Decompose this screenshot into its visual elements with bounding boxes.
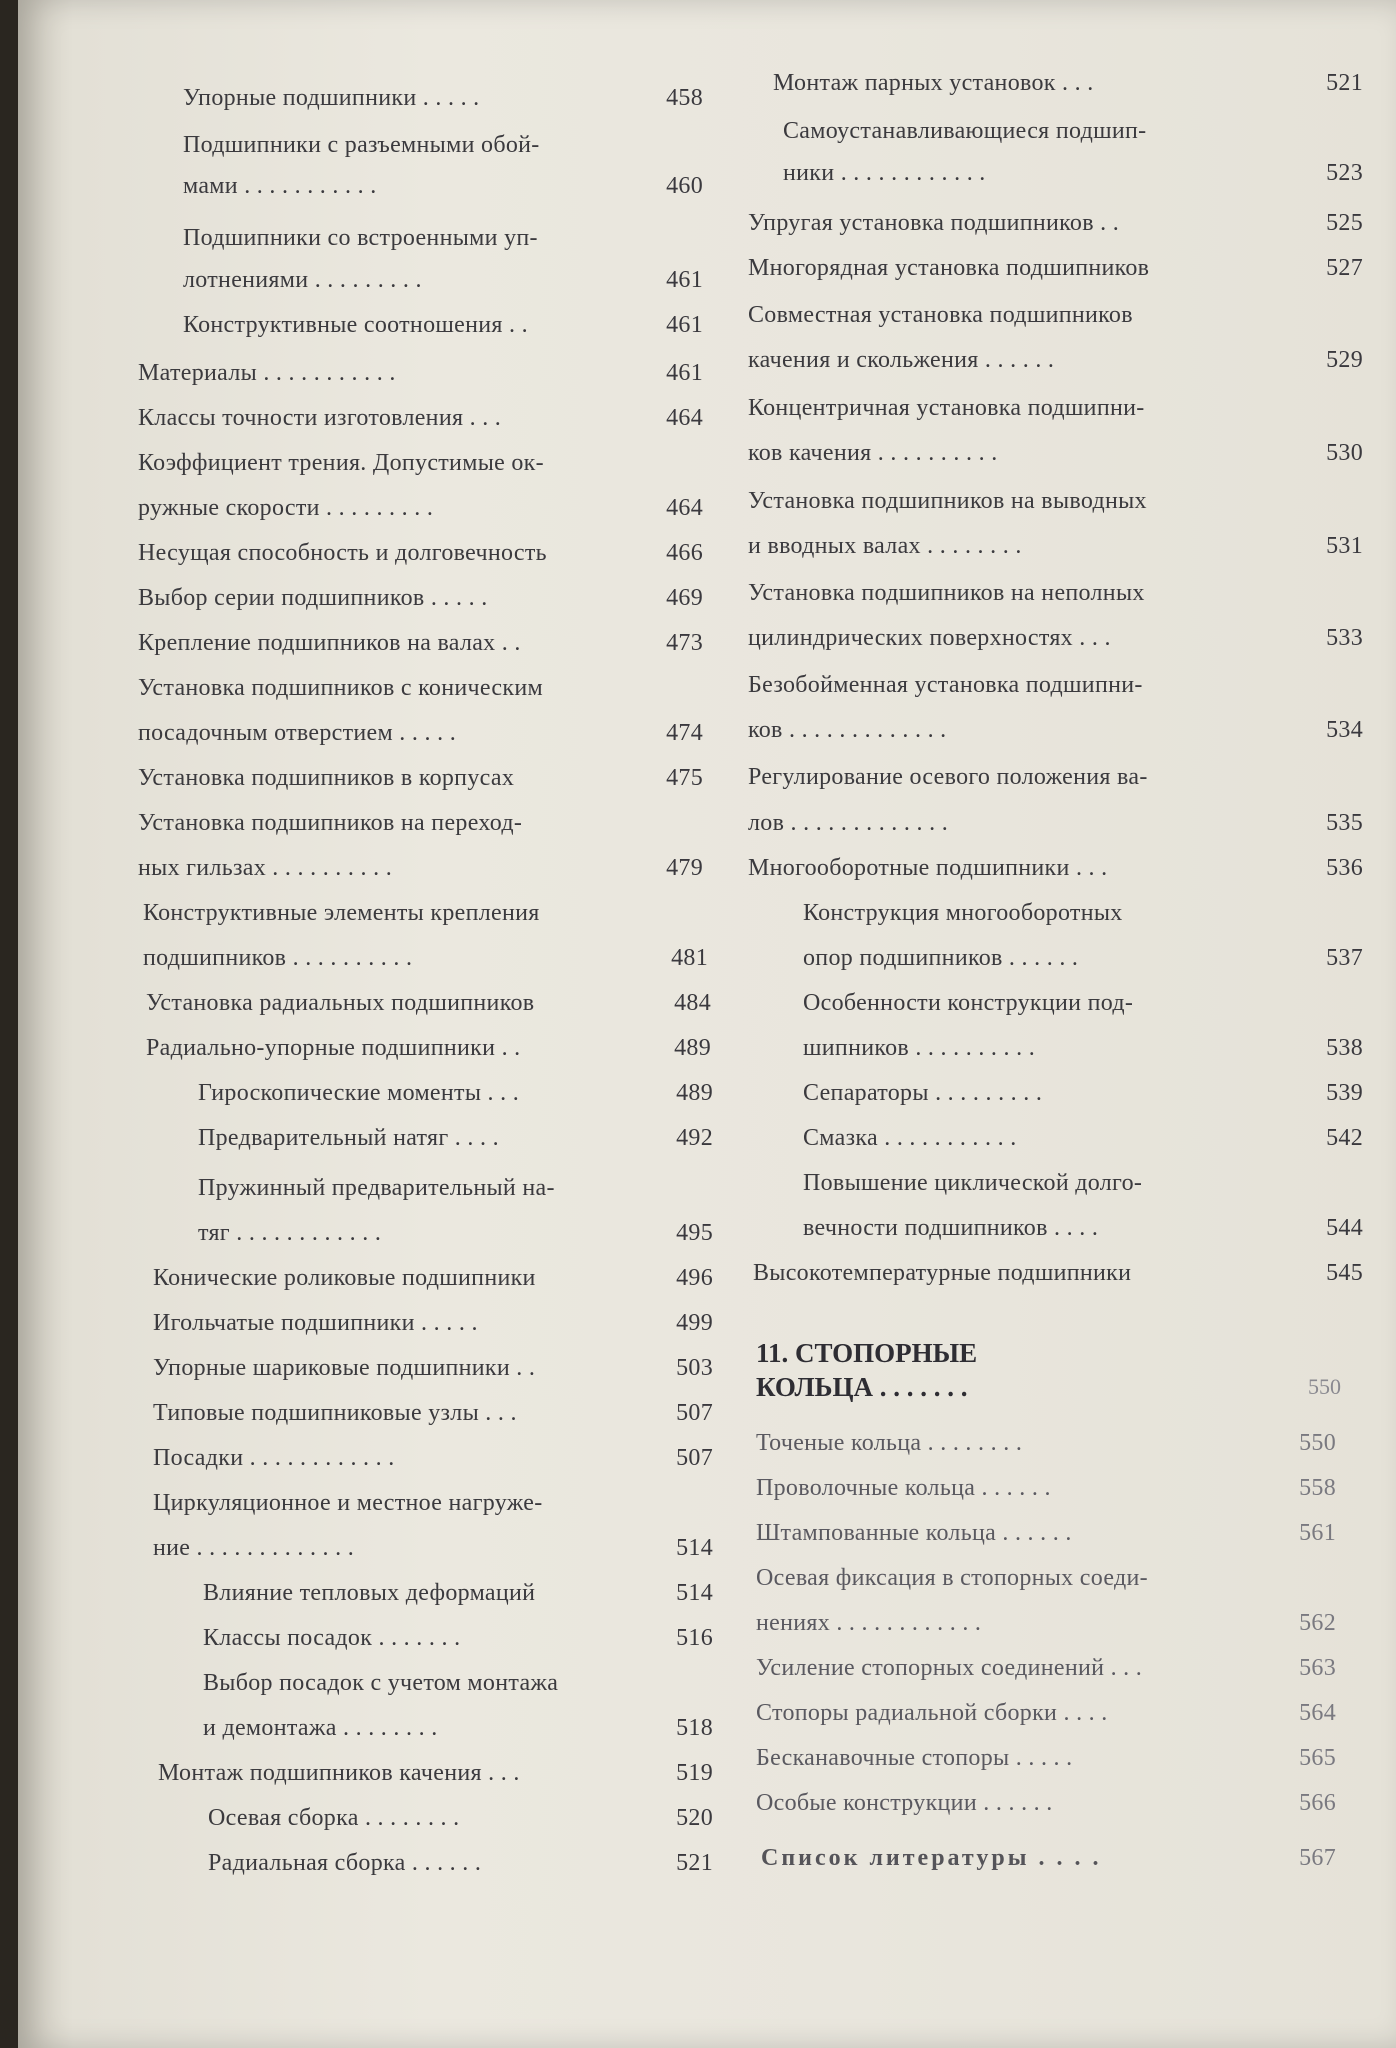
toc-entry: Проволочные кольца . . . . . . 558	[756, 1475, 1336, 1501]
toc-entry: Стопоры радиальной сборки . . . . 564	[756, 1700, 1336, 1726]
toc-entry: Многорядная установка подшипников 527	[748, 255, 1363, 281]
toc-entry: и вводных валах . . . . . . . . 531	[748, 533, 1363, 559]
toc-entry: Высокотемпературные подшипники 545	[753, 1260, 1363, 1286]
toc-entry: Установка подшипников на выводных	[748, 488, 1147, 514]
toc-entry: Игольчатые подшипники . . . . . 499	[153, 1310, 713, 1336]
toc-entry: подшипников . . . . . . . . . . 481	[143, 945, 708, 971]
toc-entry: Конические роликовые подшипники 496	[153, 1265, 713, 1291]
chapter-heading-line-2: КОЛЬЦА . . . . . . .	[756, 1372, 968, 1402]
toc-entry: ние . . . . . . . . . . . . . 514	[153, 1535, 713, 1561]
toc-entry: Циркуляционное и местное нагруже-	[153, 1490, 543, 1516]
toc-entry: Особые конструкции . . . . . . 566	[756, 1790, 1336, 1816]
toc-entry: нениях . . . . . . . . . . . . 562	[756, 1610, 1336, 1636]
toc-entry: Регулирование осевого положения ва-	[748, 764, 1148, 790]
toc-entry: Конструктивные соотношения . . 461	[183, 312, 703, 338]
toc-entry: Установка подшипников с коническим	[138, 675, 543, 701]
toc-entry: ники . . . . . . . . . . . . 523	[783, 160, 1363, 186]
toc-entry: тяг . . . . . . . . . . . . 495	[198, 1220, 713, 1246]
toc-entry: Штампованные кольца . . . . . . 561	[756, 1520, 1336, 1546]
toc-entry: Монтаж подшипников качения . . . 519	[158, 1760, 713, 1786]
toc-entry: качения и скольжения . . . . . . 529	[748, 347, 1363, 373]
toc-entry: Пружинный предварительный на-	[198, 1175, 555, 1201]
toc-entry: Материалы . . . . . . . . . . . 461	[138, 360, 703, 386]
toc-entry: Самоустанавливающиеся подшип-	[783, 118, 1147, 144]
toc-entry: Выбор серии подшипников . . . . . 469	[138, 585, 703, 611]
toc-entry: мами . . . . . . . . . . . 460	[183, 173, 703, 199]
toc-entry: Установка подшипников на переход-	[138, 810, 523, 836]
toc-entry: Многооборотные подшипники . . . 536	[748, 855, 1363, 881]
toc-entry: Установка подшипников на неполных	[748, 580, 1145, 606]
toc-entry: Коэффициент трения. Допустимые ок-	[138, 450, 544, 476]
toc-entry: Осевая сборка . . . . . . . . 520	[208, 1805, 713, 1831]
toc-entry: Предварительный натяг . . . . 492	[198, 1125, 713, 1151]
toc-entry: Конструктивные элементы крепления	[143, 900, 540, 926]
toc-entry: Упорные подшипники . . . . . 458	[183, 85, 703, 111]
toc-entry: Радиальная сборка . . . . . . 521	[208, 1850, 713, 1876]
toc-entry: Концентричная установка подшипни-	[748, 395, 1145, 421]
toc-entry: Особенности конструкции под-	[803, 990, 1134, 1016]
toc-entry: ков . . . . . . . . . . . . . 534	[748, 717, 1363, 743]
bibliography-entry: Список литературы . . . . 567	[761, 1845, 1336, 1871]
toc-entry: Безобойменная установка подшипни-	[748, 672, 1143, 698]
toc-entry: Сепараторы . . . . . . . . . 539	[803, 1080, 1363, 1106]
toc-entry: Подшипники со встроенными уп-	[183, 225, 538, 251]
toc-entry: Выбор посадок с учетом монтажа	[203, 1670, 559, 1696]
toc-entry: посадочным отверстием . . . . . 474	[138, 720, 703, 746]
book-page	[18, 0, 1396, 2048]
toc-entry: Осевая фиксация в стопорных соеди-	[756, 1565, 1148, 1591]
toc-entry: Классы точности изготовления . . . 464	[138, 405, 703, 431]
toc-entry: Смазка . . . . . . . . . . . 542	[803, 1125, 1363, 1151]
toc-entry: Точеные кольца . . . . . . . . 550	[756, 1430, 1336, 1456]
toc-entry: Повышение циклической долго-	[803, 1170, 1143, 1196]
toc-entry: Совместная установка подшипников	[748, 302, 1133, 328]
toc-entry: Типовые подшипниковые узлы . . . 507	[153, 1400, 713, 1426]
toc-entry: Монтаж парных установок . . . 521	[773, 70, 1363, 96]
chapter-heading	[756, 1336, 1341, 1404]
toc-entry: ных гильзах . . . . . . . . . . 479	[138, 855, 703, 881]
toc-entry: Посадки . . . . . . . . . . . . 507	[153, 1445, 713, 1471]
toc-entry: Бесканавочные стопоры . . . . . 565	[756, 1745, 1336, 1771]
toc-entry: Классы посадок . . . . . . . 516	[203, 1625, 713, 1651]
toc-entry: цилиндрических поверхностях . . . 533	[748, 625, 1363, 651]
toc-entry: Радиально-упорные подшипники . . 489	[146, 1035, 711, 1061]
toc-entry: ков качения . . . . . . . . . . 530	[748, 440, 1363, 466]
toc-entry: Несущая способность и долговечность 466	[138, 540, 703, 566]
toc-entry: лов . . . . . . . . . . . . . 535	[748, 810, 1363, 836]
toc-entry: лотнениями . . . . . . . . . 461	[183, 267, 703, 293]
toc-entry: шипников . . . . . . . . . . 538	[803, 1035, 1363, 1061]
chapter-page-number: 550	[1308, 1374, 1341, 1399]
toc-entry: ружные скорости . . . . . . . . . 464	[138, 495, 703, 521]
toc-entry: Установка радиальных подшипников 484	[146, 990, 711, 1016]
toc-entry: и демонтажа . . . . . . . . 518	[203, 1715, 713, 1741]
toc-entry: Упругая установка подшипников . . 525	[748, 210, 1363, 236]
chapter-heading-line-1: 11. СТОПОРНЫЕ	[756, 1338, 978, 1368]
toc-entry: Установка подшипников в корпусах 475	[138, 765, 703, 791]
toc-entry: Усиление стопорных соединений . . . 563	[756, 1655, 1336, 1681]
toc-entry: опор подшипников . . . . . . 537	[803, 945, 1363, 971]
toc-entry: Влияние тепловых деформаций 514	[203, 1580, 713, 1606]
toc-entry: Конструкция многооборотных	[803, 900, 1123, 926]
toc-entry: Подшипники с разъемными обой-	[183, 132, 540, 158]
toc-entry: Упорные шариковые подшипники . . 503	[153, 1355, 713, 1381]
toc-entry: Крепление подшипников на валах . . 473	[138, 630, 703, 656]
toc-entry: Гироскопические моменты . . . 489	[198, 1080, 713, 1106]
toc-entry: вечности подшипников . . . . 544	[803, 1215, 1363, 1241]
